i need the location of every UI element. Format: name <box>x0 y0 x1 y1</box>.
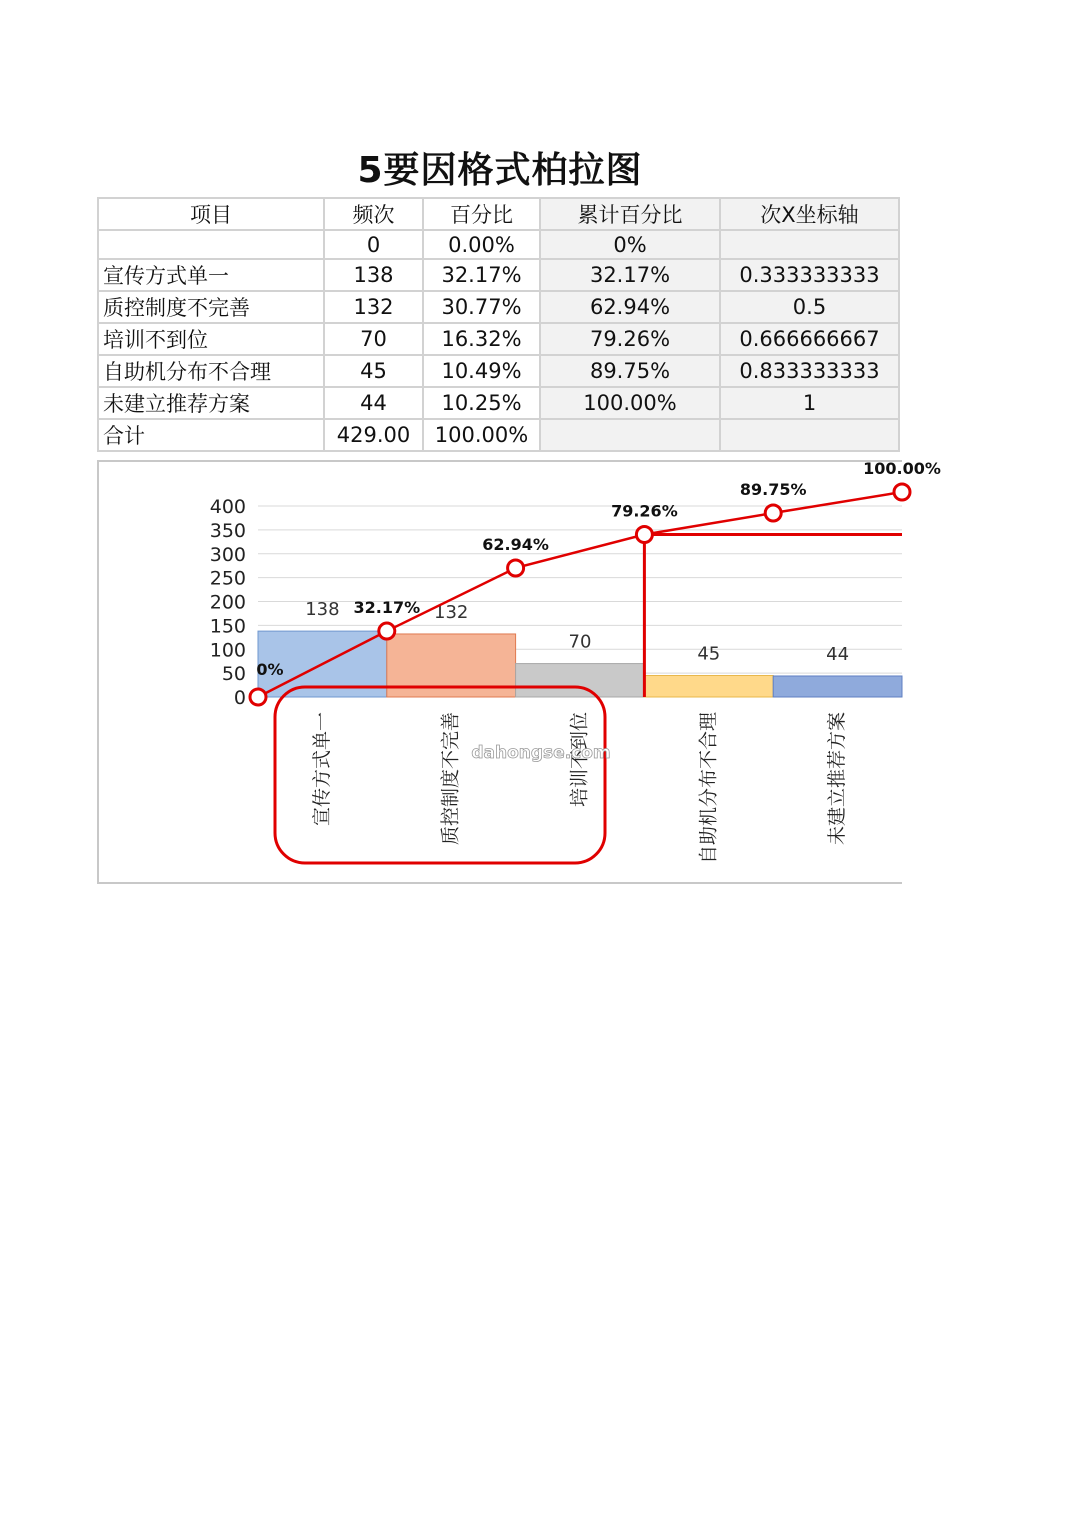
table-cell: 429.00 <box>324 419 423 451</box>
table-cell: 16.32% <box>423 323 540 355</box>
y-tick-label: 200 <box>209 591 246 614</box>
pareto-chart <box>97 459 941 884</box>
y-tick-label: 350 <box>209 519 246 542</box>
table-cell: 62.94% <box>540 291 720 323</box>
table-cell: 10.49% <box>423 355 540 387</box>
table-cell: 质控制度不完善 <box>98 291 324 323</box>
bar <box>773 676 902 697</box>
table-cell: 30.77% <box>423 291 540 323</box>
table-cell: 32.17% <box>423 259 540 291</box>
y-tick-label: 100 <box>209 639 246 662</box>
header-cell: 频次 <box>324 198 423 230</box>
category-label: 培训不到位 <box>568 712 591 808</box>
table-cell: 0.333333333 <box>720 259 899 291</box>
table-cell: 44 <box>324 387 423 419</box>
table-row <box>98 259 899 291</box>
cumulative-point <box>894 484 910 500</box>
table-row <box>98 291 899 323</box>
bar-value-label: 44 <box>826 643 850 665</box>
table-cell: 132 <box>324 291 423 323</box>
table-cell: 宣传方式单一 <box>98 259 324 291</box>
table-row <box>98 230 899 259</box>
table-cell: 未建立推荐方案 <box>98 387 324 419</box>
cumulative-point <box>508 560 524 576</box>
y-tick-label: 400 <box>209 496 246 518</box>
table-total-row <box>98 419 899 451</box>
table-row <box>98 355 899 387</box>
table-cell: 100.00% <box>540 387 720 419</box>
y-tick-label: 0 <box>233 687 246 709</box>
pareto-chart-svg <box>99 459 941 882</box>
table-cell: 100.00% <box>423 419 540 451</box>
table-cell: 自助机分布不合理 <box>98 355 324 387</box>
cumulative-label: 100.00% <box>863 459 941 478</box>
table-row <box>98 387 899 419</box>
table-cell: 45 <box>324 355 423 387</box>
data-table <box>97 197 900 452</box>
cumulative-label: 79.26% <box>611 501 678 521</box>
table-cell <box>720 230 899 259</box>
bar-value-label: 132 <box>434 601 469 623</box>
cumulative-label: 89.75% <box>739 480 807 500</box>
y-tick-label: 150 <box>209 615 246 638</box>
table-cell: 合计 <box>98 419 324 451</box>
table-cell: 0.5 <box>720 291 899 323</box>
cumulative-label: 0% <box>256 660 284 679</box>
cumulative-point <box>379 623 395 639</box>
table-cell: 32.17% <box>540 259 720 291</box>
bar <box>644 676 773 697</box>
cumulative-label: 62.94% <box>482 534 549 554</box>
bar-value-label: 70 <box>568 631 592 653</box>
category-label: 宣传方式单一 <box>310 712 333 827</box>
table-cell: 138 <box>324 259 423 291</box>
header-cell: 百分比 <box>423 198 540 230</box>
y-tick-label: 250 <box>209 567 246 590</box>
table-cell: 0 <box>324 230 423 259</box>
cumulative-point <box>765 505 781 521</box>
page-title: 5要因格式柏拉图 <box>357 150 643 191</box>
table-cell <box>720 419 899 451</box>
table-cell: 89.75% <box>540 355 720 387</box>
table-header-row <box>98 198 899 230</box>
bar <box>516 664 645 697</box>
category-label: 自助机分布不合理 <box>697 712 720 865</box>
table-cell <box>540 419 720 451</box>
table-cell <box>98 230 324 259</box>
category-label: 质控制度不完善 <box>439 712 462 846</box>
watermark: dahongse.com <box>471 743 611 763</box>
header-cell: 项目 <box>98 198 324 230</box>
table-cell: 10.25% <box>423 387 540 419</box>
table-cell: 79.26% <box>540 323 720 355</box>
cumulative-point <box>636 527 652 543</box>
table-cell: 0.666666667 <box>720 323 899 355</box>
table-row <box>98 323 899 355</box>
header-cell: 次X坐标轴 <box>720 198 899 230</box>
table-cell: 1 <box>720 387 899 419</box>
y-tick-label: 300 <box>209 543 246 566</box>
table-cell: 0.00% <box>423 230 540 259</box>
bar-value-label: 138 <box>305 599 340 621</box>
category-label: 未建立推荐方案 <box>826 712 849 846</box>
cumulative-point <box>250 689 266 705</box>
table-cell: 培训不到位 <box>98 323 324 355</box>
header-cell: 累计百分比 <box>540 198 720 230</box>
bar-value-label: 45 <box>697 643 721 665</box>
table-cell: 0% <box>540 230 720 259</box>
table-cell: 70 <box>324 323 423 355</box>
y-tick-label: 50 <box>221 663 246 686</box>
table-cell: 0.833333333 <box>720 355 899 387</box>
cumulative-label: 32.17% <box>353 598 421 618</box>
